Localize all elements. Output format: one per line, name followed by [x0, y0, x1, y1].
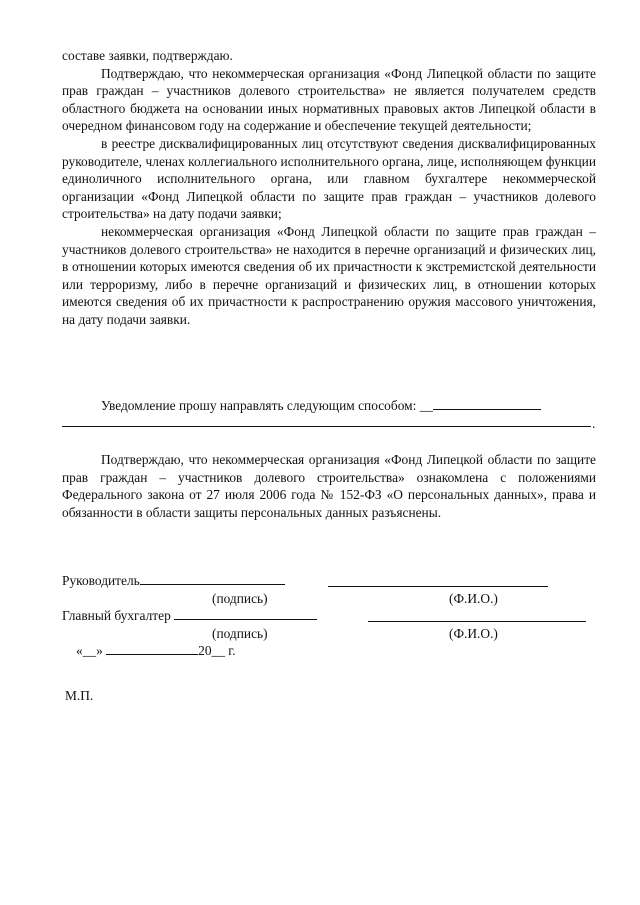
head-name-caption: (Ф.И.О.): [449, 591, 498, 606]
date-row: [76, 642, 236, 659]
paragraph-registry: в реестре дисквалифицированных лиц отсутствуют сведения дисквалифицированных руководителе, членах коллегиального исполнительного органа, лице, исполняющем функции единоличного исполнительного органа, или главном бухгалтере некоммерческой организации «Фонд Липецкой области по защите прав граждан – участников долевого строительства» на дату подачи заявки;: [62, 135, 596, 222]
head-label: Руководитель: [62, 573, 140, 588]
stamp-label: М.П.: [65, 688, 94, 703]
head-signature-row: [62, 572, 285, 589]
date-month-line: [106, 643, 198, 655]
head-signature-line: [140, 573, 285, 585]
notification-blank-2: [62, 415, 591, 427]
accountant-signature-row: [62, 607, 317, 624]
paragraph-personal-data: Подтверждаю, что некоммерческая организация «Фонд Липецкой области по защите прав граждан – участников долевого строительства» ознакомлена с положениями Федерального закона от 27 июля 2006 года № 152-ФЗ «О персональных данных», права и обязанности в области защиты персональных данных разъяснены.: [62, 452, 596, 520]
confirmations-block: [62, 47, 596, 329]
accountant-signature-line: [174, 608, 317, 620]
notification-line: [62, 397, 596, 415]
notification-prefix: __: [419, 398, 434, 413]
notification-continuation: [62, 415, 596, 433]
accountant-signature-caption: (подпись): [212, 626, 268, 641]
head-signature-caption: (подпись): [212, 591, 268, 606]
notification-blank: [433, 398, 541, 410]
paragraph-budget: Подтверждаю, что некоммерческая организация «Фонд Липецкой области по защите прав граждан – участников долевого строительства» не является получателем средств областного бюджета на основании иных нормативных правовых актов Липецкой области в очередном финансовом году на содержание и обеспечение текущей деятельности;: [62, 65, 596, 134]
paragraph-extremism: некоммерческая организация «Фонд Липецкой области по защите прав граждан – участников долевого строительства» не находится в перечне организаций и физических лиц, в отношении которых имеются сведения об их причастности к экстремистской деятельности или терроризму, либо в перечне организаций и физических лиц, в отношении которых имеются сведения об их причастности к распространению оружия массового уничтожения, на дату подачи заявки.: [62, 223, 596, 327]
notification-block: [62, 397, 596, 432]
date-year: 20__ г.: [198, 643, 236, 658]
notification-period: .: [592, 415, 596, 431]
accountant-name-line: [368, 610, 586, 622]
accountant-name-caption: (Ф.И.О.): [449, 626, 498, 641]
date-day: «__»: [76, 643, 103, 658]
notification-label: Уведомление прошу направлять следующим способом:: [101, 398, 417, 413]
personal-data-block: [62, 451, 596, 521]
head-name-line: [328, 575, 548, 587]
paragraph-continuation: составе заявки, подтверждаю.: [62, 48, 233, 63]
accountant-label: Главный бухгалтер: [62, 608, 171, 623]
